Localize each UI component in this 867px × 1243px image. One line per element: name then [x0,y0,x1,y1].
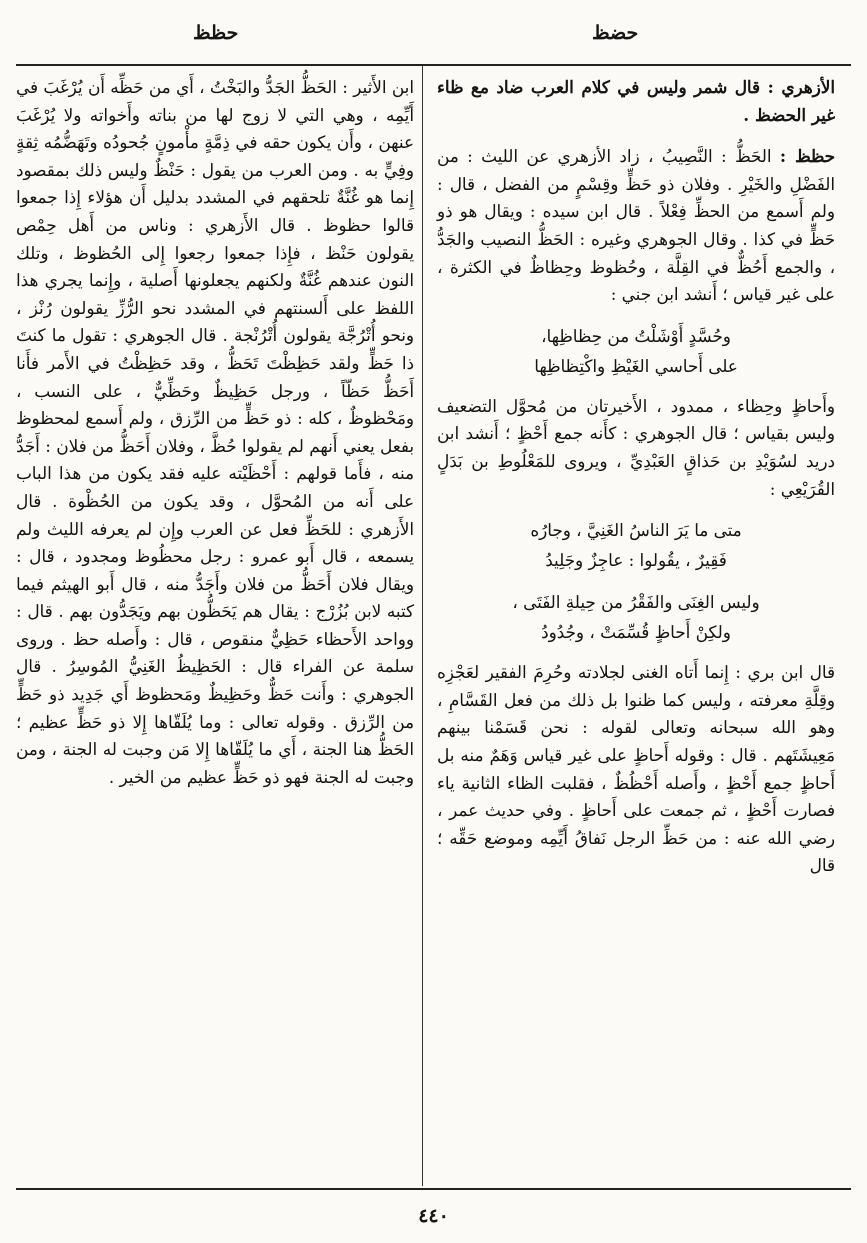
entry-hadz-tail: الأزهري : قال شمر وليس في كلام العرب ضاد مع ظاء غير الحضظ . [437,77,835,125]
verse-line: متى ما يَرَ الناسُ الغَنِيَّ ، وجارُه [530,520,742,541]
verse-block-3 [437,587,835,647]
column-divider [422,66,423,1186]
bottom-divider [16,1188,851,1190]
left-column [16,74,414,791]
entry-headword: حظظ : [779,146,836,167]
entry-paragraph: ابن الأَثير : الحَظُّ الجَدُّ والبَخْتُ ، أَي من حَظِّه أَن يُرْغَبَ في أَيِّمِه ، وهي التي لا زوج لها من بناته وأَخواته ولا يُرْغَبَ عنهن ، وأَن يكون حقه في ذِمَّةٍ مأْمونٍ جُحودُه وتَهَضُّمُه ثِقةٍ وفِيٍّ به . ومن العرب من يقول : حَنْظٌ وليس ذلك بمقصود إِنما هو غُنَّةٌ تلحقهم في المشدد بدليل أَن هؤلاء إِذا جمعوا قالوا حظوظ . قال الأَزهري : وناس من أَهل حِمْص يقولون حَنْظ ، فإِذا جمعوا رجعوا إِلى الحُظوظ ، وتلك النون عندهم غُنَّةٌ ولكنهم يجعلونها أَصلية ، وإِنما يجري هذا اللفظ على أَلسنتهم في المشدد نحو الرُّزِّ يقولون رُنْز ، ونحو أُتْرُجَّة يقولون أُتْرُنْجة . قال الجوهري : تقول ما كنتَ ذا حَظٍّ ولقد حَظِظْتَ تَحَظُّ ، وقد حَظِظْتُ في الأَمر فأَنا أَحَظُّ حَظّاً ، ورجل حَظِيظٌ وحَظِّيٌّ ، على النسب ، ومَحْظوظٌ ، كله : ذو حَظٍّ من الرِّزق ، ولم أَسمع لمحظوظ بفعل يعني أَنهم لم يقولوا حُظَّ ، وفلان أَحَظُّ من فلان : أَجَدُّ منه ، فأَما قولهم : أَحْظَيْته عليه فقد يكون من هذا الباب على أَنه من المُحوَّل ، وقد يكون من الحُظْوة . قال الأَزهري : للحَظِّ فعل عن العرب وإِن لم يعرفه الليث ولم يسمعه ، قال أَبو عمرو : رجل محظُوظ ومجدود ، قال : ويقال فلان أَحَظُّ من فلان وأَجَدُّ منه ، قال أَبو الهيثم فيما كتبه لابن بُزُرْج : يقال هم يَحَظُّون بهم ويَجَدُّون بهم . قال : وواحد الأَحظاء حَظِيٌّ منقوص ، قال : وأَصله حظ . وروى سلمة عن الفراء قال : الحَظِيظُ الغَنِيُّ المُوسِرُ . قال الجوهري : وأَنت حَظٌّ وحَظِيظٌ ومَحظوظ أَي جَدِيد ذو حَظٍّ من الرِّزق . وقوله تعالى : وما يُلَقّاها إِلا ذو حَظٍّ عظيم ؛ الحَظُّ هنا الجنة ، أَي ما يُلَقّاها إِلا مَن وجبت له الجنة ، ومن وجبت له الجنة فهو ذو حَظٍّ عظيم من الخير . [16,77,414,787]
right-column [437,74,835,880]
entry-paragraph: وأَحاظٍ وحِظاء ، ممدود ، الأَخيرتان من مُحوَّل التضعيف وليس بقياس ؛ قال الجوهري : كأَنه جمع أَحْظٍ ؛ أَنشد ابن دريد لسُوَيْدِ بن حَذاقٍ العَبْدِيِّ ، ويروى للمَعْلُوطِ بن بَدَلٍ القُرَيْعِي : [437,395,835,499]
page-number: ٤٤٠ [418,1205,449,1227]
entry-text: الحَظُّ : النَّصِيبُ ، زاد الأزهري عن الليث : من الفَضْلِ والخَيْرِ . وفلان ذو حَظٍّ وقِسْمٍ من الفضل ، قال : ولم أَسمع من الحظِّ فِعْلاً . قال ابن سيده : ويقال هو ذو حَظٍّ في كذا . وقال الجوهري وغيره : الحَظُّ النصيب والجَدُّ ، والجمع أَحُظٌّ في القِلَّة ، وحُظوظ وحِظاظٌ في الكثرة ، على غير قياس ؛ أَنشد ابن جني : [437,146,835,305]
verse-line: وليس الغِنَى والفَقْرُ من حِيلةِ الفَتَى ، [512,592,760,613]
verse-block-1 [437,321,835,381]
verse-line: على أَحاسي الغَيْظِ واكْتِظاظِها [534,355,738,376]
page-header [0,22,867,54]
verse-line: ولكِنْ أَحاظٍ قُسِّمَتْ ، وجُدُودُ [541,622,731,643]
entry-paragraph: قال ابن بري : إِنما أَتاه الغنى لجلادته وحُرِمَ الفقير لعَجْزِه وقِلَّةِ معرفته ، وليس كما ظنوا بل ذلك من فعل القَسَّامِ ، وهو الله سبحانه وتعالى لقوله : نحن قَسَمْنا بينهم مَعِيشَتَهم . قال : وقوله أَحاظٍ على غير قياس وَهَمٌ منه بل أَحاظٍ جمع أَحْظٍ ، وأَصله أَحْظُظٌ ، فقلبت الظاء الثانية ياء فصارت أَحْظٍ ، ثم جمعت على أَحاظٍ . وفي حديث عمر ، رضي الله عنه : من حَظِّ الرجل نَفاقُ أَيِّمِه وموضع حَقِّه ؛ قال [437,662,835,876]
top-divider [16,64,851,66]
header-headword-right: حضظ [592,22,639,44]
verse-line: وحُسَّدٍ أَوْشَلْتُ من حِظاظِها، [541,325,731,346]
header-headword-left: حظظ [193,22,239,44]
verse-line: فَقِيرٌ ، يقُولوا : عاجِزٌ وجَلِيدُ [545,550,727,571]
entry-hazz [437,143,835,309]
verse-block-2 [437,515,835,575]
